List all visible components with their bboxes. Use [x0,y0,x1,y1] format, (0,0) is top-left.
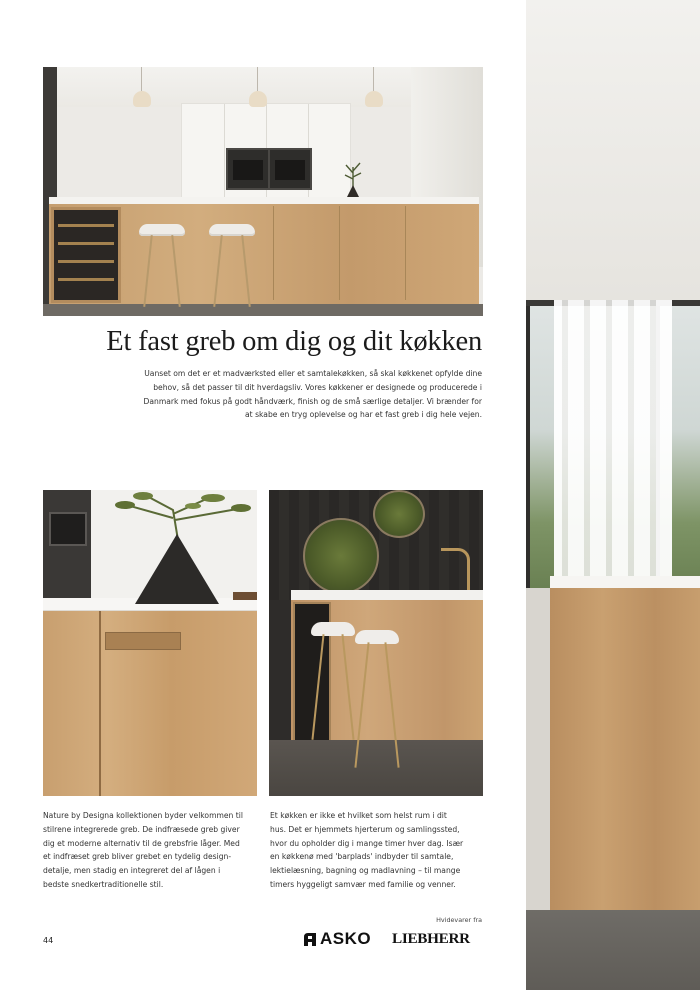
caption-line: hvor du opholder dig i mange timer hver dag. Især [270,838,464,848]
intro-line: at skabe en tryg oplevelse og har et fast greb i dig hele vejen. [245,410,482,420]
page-number: 44 [43,936,54,945]
intro-paragraph [108,367,482,422]
asko-logo [304,929,371,949]
liebherr-logo: LIEBHERR [392,931,470,947]
caption-line: bedste snedkertraditionelle stil. [43,879,164,889]
caption-line: dig et moderne alternativ til de grebsfrie låger. Med [43,838,240,848]
caption-right [270,809,486,892]
caption-line: timers hyggeligt samvær med familie og venner. [270,879,456,889]
asko-wordmark: ASKO [320,929,372,948]
cabinet-detail-photo [43,490,257,796]
integrated-handle [105,632,181,650]
bleed-kitchen-photo [526,0,700,990]
page-heading: Et fast greb om dig og dit køkken [106,326,482,357]
plant-branch-illustration [343,159,363,189]
caption-line: et indfræset greb bliver grebet en tydelig design- [43,852,232,862]
caption-line: detalje, men stadig en integreret del af lågen i [43,866,221,876]
hero-kitchen-photo [43,67,483,316]
caption-line: hus. Det er hjemmets hjerterum og samlingssted, [270,824,460,834]
plant-branch-illustration [103,490,253,540]
intro-line: behov, så det passer til dit hverdagsliv. Vores køkkener er designede og producerede i [153,382,482,392]
caption-line: Et køkken er ikke et hvilket som helst rum i dit [270,811,447,820]
caption-left [43,809,259,892]
caption-line: lektielæsning, bagning og madlavning – til mange [270,866,461,876]
caption-line: stilrene integrerede greb. De indfræsede greb giver [43,824,240,834]
intro-line: Uanset om det er et madværksted eller et samtalekøkken, så skal køkkenet opfylde dine [144,369,482,378]
island-barstools-photo [269,490,483,796]
caption-line: en køkkenø med 'barplads' indbyder til samtale, [270,852,454,862]
sponsor-label: Hvidevarer fra [436,916,482,924]
intro-line: Danmark med fokus på godt håndværk, finish og de små særlige detaljer. Vi brænder for [143,396,482,406]
asko-logo-icon [304,933,316,946]
caption-line: Nature by Designa kollektionen byder velkommen til [43,811,243,820]
